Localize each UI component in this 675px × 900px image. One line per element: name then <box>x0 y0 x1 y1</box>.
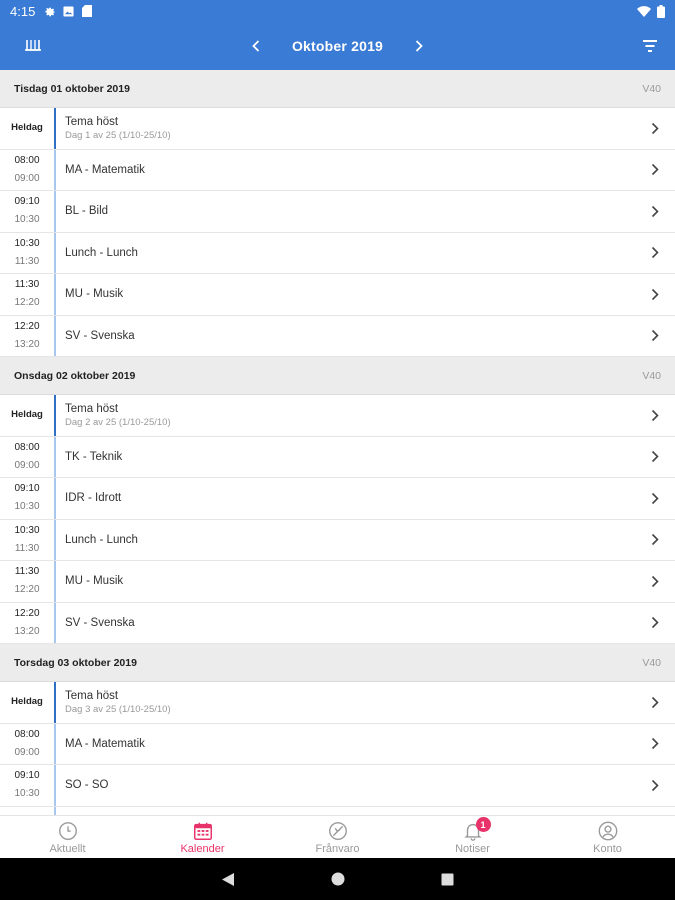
event-title: SV - Svenska <box>65 616 135 629</box>
time-cell <box>0 520 54 561</box>
image-icon <box>63 6 74 17</box>
start-time: 11:30 <box>14 566 40 578</box>
event-content <box>56 437 635 478</box>
chevron-right-icon <box>651 288 660 301</box>
event-title: MA - Matematik <box>65 737 145 750</box>
event-subtitle: Dag 3 av 25 (1/10-25/10) <box>65 703 171 715</box>
gear-icon <box>43 5 55 17</box>
event-title: Lunch - Lunch <box>65 533 138 546</box>
nav-franvaro[interactable] <box>270 816 405 858</box>
lesson-row[interactable] <box>0 316 675 358</box>
lesson-row[interactable] <box>0 520 675 562</box>
event-content <box>56 520 635 561</box>
nav-label: Notiser <box>455 842 490 855</box>
open-event-button[interactable] <box>635 437 675 478</box>
event-content <box>56 765 635 806</box>
lesson-row[interactable] <box>0 603 675 645</box>
event-content <box>56 233 635 274</box>
open-event-button[interactable] <box>635 395 675 436</box>
system-navigation <box>0 858 675 900</box>
status-bar <box>0 0 675 22</box>
start-time: 09:10 <box>14 770 40 782</box>
event-title: SV - Svenska <box>65 329 135 342</box>
event-title: IDR - Idrott <box>65 492 122 505</box>
nav-kalender[interactable] <box>135 816 270 858</box>
chevron-right-icon <box>651 533 660 546</box>
home-button[interactable] <box>331 872 345 886</box>
end-time: 12:20 <box>14 584 40 596</box>
event-title: Tema höst <box>65 402 119 415</box>
back-icon <box>221 872 235 887</box>
end-time: 10:30 <box>14 788 40 800</box>
open-event-button[interactable] <box>635 682 675 723</box>
chevron-right-icon <box>651 163 660 176</box>
lesson-row[interactable] <box>0 274 675 316</box>
end-time: 09:00 <box>14 459 40 471</box>
back-button[interactable] <box>221 872 235 887</box>
week-number: V40 <box>642 369 661 382</box>
event-subtitle: Dag 1 av 25 (1/10-25/10) <box>65 129 171 141</box>
lesson-row[interactable] <box>0 478 675 520</box>
end-time: 11:30 <box>14 542 40 554</box>
open-event-button[interactable] <box>635 150 675 191</box>
event-content <box>56 603 635 644</box>
open-event-button[interactable] <box>635 233 675 274</box>
start-time: 12:20 <box>14 607 40 619</box>
event-content <box>56 316 635 357</box>
prev-month-button[interactable] <box>248 36 264 57</box>
status-time: 4:15 <box>10 3 36 19</box>
open-event-button[interactable] <box>635 316 675 357</box>
start-time: 08:00 <box>14 728 40 740</box>
next-month-button[interactable] <box>411 36 427 57</box>
event-title: Lunch - Lunch <box>65 246 138 259</box>
open-event-button[interactable] <box>635 724 675 765</box>
chevron-right-icon <box>651 205 660 218</box>
home-icon <box>331 872 345 886</box>
open-event-button[interactable] <box>635 478 675 519</box>
end-time: 10:30 <box>14 214 40 226</box>
calendar-icon <box>192 820 214 842</box>
event-content <box>56 724 635 765</box>
end-time: 09:00 <box>14 172 40 184</box>
open-event-button[interactable] <box>635 191 675 232</box>
time-cell <box>0 603 54 644</box>
time-cell <box>0 437 54 478</box>
all-day-label: Heldag <box>11 696 43 708</box>
open-event-button[interactable] <box>635 274 675 315</box>
page-title: Oktober 2019 <box>291 38 384 54</box>
start-time: 10:30 <box>14 524 40 536</box>
end-time: 12:20 <box>14 297 40 309</box>
open-event-button[interactable] <box>635 520 675 561</box>
nav-konto[interactable] <box>540 816 675 858</box>
time-cell <box>0 724 54 765</box>
end-time: 13:20 <box>14 338 40 350</box>
lesson-row[interactable] <box>0 233 675 275</box>
event-title: Tema höst <box>65 115 119 128</box>
event-title: MU - Musik <box>65 288 124 301</box>
day-date: Tisdag 01 oktober 2019 <box>14 82 130 95</box>
all-day-event-row[interactable] <box>0 108 675 150</box>
lesson-row[interactable] <box>0 724 675 766</box>
chevron-right-icon <box>651 246 660 259</box>
chevron-left-icon <box>252 40 260 52</box>
event-content <box>56 108 635 149</box>
open-event-button[interactable] <box>635 765 675 806</box>
start-time: 09:10 <box>14 196 40 208</box>
lesson-row[interactable] <box>0 437 675 479</box>
end-time: 13:20 <box>14 625 40 637</box>
time-cell <box>0 150 54 191</box>
sd-card-icon <box>82 5 92 17</box>
lesson-row[interactable] <box>0 150 675 192</box>
event-content <box>56 395 635 436</box>
time-cell <box>0 765 54 806</box>
time-cell <box>0 233 54 274</box>
filter-icon[interactable] <box>641 37 659 55</box>
event-content <box>56 682 635 723</box>
time-cell <box>0 561 54 602</box>
event-content <box>56 274 635 315</box>
time-cell <box>0 108 54 149</box>
nav-label: Frånvaro <box>315 842 360 855</box>
chevron-right-icon <box>415 40 423 52</box>
start-time: 08:00 <box>14 441 40 453</box>
start-time: 08:00 <box>14 154 40 166</box>
lesson-row[interactable] <box>0 561 675 603</box>
time-cell <box>0 395 54 436</box>
nav-label: Kalender <box>180 842 225 855</box>
open-event-button[interactable] <box>635 561 675 602</box>
event-title: SO - SO <box>65 779 109 792</box>
week-number: V40 <box>642 82 661 95</box>
chevron-right-icon <box>651 616 660 629</box>
recents-icon <box>441 873 454 886</box>
day-date: Torsdag 03 oktober 2019 <box>14 656 137 669</box>
event-title: MU - Musik <box>65 575 124 588</box>
nav-label: Konto <box>593 842 622 855</box>
end-time: 11:30 <box>14 255 40 267</box>
nav-notiser[interactable] <box>405 816 540 858</box>
event-content <box>56 150 635 191</box>
chevron-right-icon <box>651 779 660 792</box>
chevron-right-icon <box>651 122 660 135</box>
time-cell <box>0 478 54 519</box>
battery-icon <box>657 5 665 18</box>
lesson-row[interactable] <box>0 765 675 807</box>
start-time: 09:10 <box>14 483 40 495</box>
chevron-right-icon <box>651 492 660 505</box>
bottom-navigation <box>0 815 675 858</box>
app-bar <box>0 22 675 70</box>
event-title: BL - Bild <box>65 205 109 218</box>
chevron-right-icon <box>651 696 660 709</box>
chevron-right-icon <box>651 575 660 588</box>
open-event-button[interactable] <box>635 603 675 644</box>
wifi-icon <box>637 6 651 17</box>
schedule-list[interactable] <box>0 70 675 815</box>
chevron-right-icon <box>651 737 660 750</box>
event-title: MA - Matematik <box>65 163 145 176</box>
nav-aktuellt[interactable] <box>0 816 135 858</box>
account-icon <box>597 820 619 842</box>
chevron-right-icon <box>651 409 660 422</box>
time-cell <box>0 274 54 315</box>
all-day-event-row[interactable] <box>0 682 675 724</box>
end-time: 09:00 <box>14 746 40 758</box>
event-subtitle: Dag 2 av 25 (1/10-25/10) <box>65 416 171 428</box>
day-header <box>0 70 675 108</box>
notification-badge: 1 <box>476 817 491 832</box>
event-content <box>56 478 635 519</box>
open-event-button[interactable] <box>635 108 675 149</box>
chevron-right-icon <box>651 450 660 463</box>
start-time: 11:30 <box>14 279 40 291</box>
event-title: TK - Teknik <box>65 450 123 463</box>
start-time: 10:30 <box>14 237 40 249</box>
all-day-label: Heldag <box>11 409 43 421</box>
lesson-row[interactable] <box>0 191 675 233</box>
all-day-event-row[interactable] <box>0 395 675 437</box>
time-cell <box>0 191 54 232</box>
event-content <box>56 561 635 602</box>
start-time: 12:20 <box>14 320 40 332</box>
recents-button[interactable] <box>441 873 454 886</box>
absence-icon <box>327 820 349 842</box>
day-date: Onsdag 02 oktober 2019 <box>14 369 136 382</box>
end-time: 10:30 <box>14 501 40 513</box>
clock-icon <box>57 820 79 842</box>
event-title: Tema höst <box>65 689 119 702</box>
chevron-right-icon <box>651 329 660 342</box>
nav-label: Aktuellt <box>49 842 86 855</box>
all-day-label: Heldag <box>11 122 43 134</box>
time-cell <box>0 682 54 723</box>
day-header <box>0 644 675 682</box>
event-content <box>56 191 635 232</box>
week-number: V40 <box>642 656 661 669</box>
time-cell <box>0 316 54 357</box>
day-header <box>0 357 675 395</box>
